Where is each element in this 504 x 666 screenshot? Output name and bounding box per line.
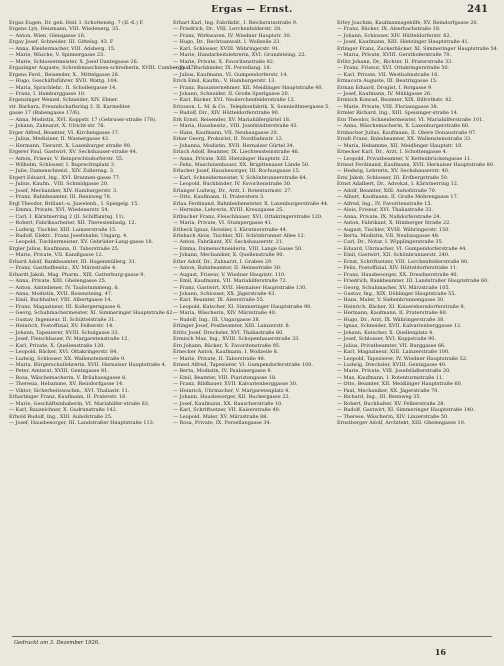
- directory-entry: — Hermann, Tierarzt, X. Laxenburger straße 90.: [9, 142, 132, 149]
- directory-entry: — Anton, Friseur, V. Reinprechtsdorferstr. 55.: [9, 155, 124, 162]
- directory-entry: — Albert, Kaufmann, II. Große Mohrengasse 17.: [337, 194, 459, 201]
- directory-entry: — Rudolf, Gastwirt, XI. Simmeringer Hauptstraße 140.: [337, 407, 475, 414]
- directory-entry: — Hugo, Geschäftsführer, XVII. Wattg. 104.: [9, 78, 119, 85]
- column-1: [9, 20, 196, 632]
- directory-entry: — Hedwig, Lehrerin, XV. Sechshauserstr. 40.: [337, 168, 450, 175]
- directory-entry: — Hugo, Dr., Rechtsanwalt, I. Wollzeile 23.: [173, 39, 281, 46]
- directory-entry: — Anton, Fabrikant, X. Himberger Straße 22.: [337, 220, 451, 227]
- directory-entry: — Heinrich, Postoffizial, XV. Felberstr. 14.: [9, 323, 114, 330]
- directory-entry: — Johann, Schlosser, XX. Jägerstraße 43.: [173, 291, 276, 298]
- directory-entry: — Leopold, Bäcker, XVI. Ottakringerstr. 84.: [9, 349, 118, 356]
- directory-entry: Erlitz Johann, Dr., Richter, II. Praterstraße 33.: [337, 58, 453, 65]
- directory-entry: Ermacora Auguste, III. Beatrixgasse 15.: [337, 78, 438, 85]
- directory-entry: — Friedrich, Bankbeamter, III. Landstraßer Hauptstraße 60.: [337, 278, 489, 285]
- directory-entry: — Rudolf, Elektr., Franz Josefsbahn. Ungarg. 4.: [9, 232, 128, 239]
- directory-entry: — Berta, Modistin, VII. Neubaugasse 48.: [337, 232, 440, 239]
- directory-entry: — August, Tischler, XVIII. Währingerstr. 150.: [337, 226, 450, 233]
- directory-entry: Ermler Richard, Ing., XIII. Speisinger-straße 14.: [337, 110, 459, 117]
- directory-entry: — Josef, Schlosser, XVI. Koppstraße 90.: [337, 336, 437, 343]
- directory-entry: — Hans, Kaufmann, VII. Neubaugasse 20.: [173, 129, 279, 136]
- directory-entry: — Karl, Bäcker, XVI. Neulerchenfelderstraße 12.: [173, 97, 296, 104]
- directory-entry: — Marie, Private, VIII. Josefstädterstraße 20.: [337, 368, 451, 375]
- directory-entry: — Anna, Private, IX. Nußdorferstraße 24.: [337, 213, 442, 220]
- directory-entry: Ernstberger Adolf, Architekt, XIII. Ghelengasse 10.: [337, 420, 466, 427]
- directory-entry: — Gustav, Ingenieur, II. Schüttelstraße 31.: [9, 316, 116, 323]
- directory-entry: — Marie, Schlossermeister, X. Josef Dantegasse 26.: [9, 58, 139, 65]
- signature-number: 16: [434, 647, 446, 657]
- directory-entry: — Josef, Mechaniker, XIV. Hamburgerstr. 3.: [9, 187, 118, 194]
- directory-entry: Ergert Eduard, Ing., XVI. Brunnen-gasse 77.: [9, 174, 121, 181]
- directory-entry: Erlbacher Franz, Fleischhauer, XVI. Ottakringerstraße 120.: [173, 213, 323, 220]
- directory-entry: Erhart Karl, Ing. Fabrikdir., I. Reichsratsstraße 9.: [173, 20, 298, 26]
- directory-entry: Erndt Franz, Bahnbeamter, XX. Wallensteinstraße 33.: [337, 136, 472, 143]
- directory-entry: — Heinrich, Bäcker, XI. Kaiserebersdorferstraße 8.: [337, 303, 466, 310]
- directory-entry: — Heinrich, Uhrmacher, V. Margaretenplatz 4.: [173, 387, 290, 394]
- directory-entry: Erhold Rudolf, Ing., XIII. Auhofstraße 25.: [9, 413, 113, 420]
- directory-entry: Erley Joachim, Kaufmannsgehilfe, XV. Reindorfgasse 20.: [337, 20, 479, 26]
- directory-entry: Ermisch Konrad, Beamter, XIX. Billrothstr. 42.: [337, 97, 453, 104]
- directory-entry: — Karl, Schriftsetzer, VII. Kaiserstraße 40.: [173, 407, 281, 414]
- directory-entry: — Emil, Buchhalter, VIII. Albertgasse 14.: [9, 297, 113, 304]
- directory-entry: Ergas Eugen, Dr. geb. Heil. I. Schottenstg. 7 (II.-6.) F.: [9, 20, 144, 26]
- directory-entry: Erich Emil, Kaufm., V. Hamburgerstr. 13.: [173, 78, 276, 85]
- directory-entry: — Georg, Schuhmachermeister, XI. Simmeringer Hauptstraße 62.: [9, 310, 175, 317]
- directory-entry: — Wilhelm, Schlosser, I. Ruprechtsplatz 3.: [9, 161, 116, 168]
- directory-entry: — Felix, Postoffizial, XIV. Hütteldorferstraße 11.: [337, 265, 458, 272]
- directory-entry: — Maria, Sprachlehr., II. Schollergasse 14.: [9, 84, 117, 91]
- directory-entry: — Karl, Magazineur, XIII. Lainzerstraße 100.: [337, 349, 450, 356]
- directory-entry: — Franz, Bäcker, IX. Alserbachstraße 18.: [337, 26, 441, 33]
- directory-entry: Erlitz Josef, Drechsler, XVI. Thaliastraße 60.: [173, 329, 284, 336]
- directory-entry: — Leopold, Privatbeamter, V. Kettenbrückengasse 11.: [337, 155, 472, 162]
- directory-entry: — Karl, Beamter, IX. Alserstraße 55.: [173, 297, 265, 304]
- directory-entry: Erhartinger Franz, Kaufmann, II. Praterstr. 18.: [9, 394, 127, 401]
- directory-entry: Ergens Lyn, Heizmann, VIII. Wiedenerg. 35.: [9, 26, 120, 33]
- directory-entry: — Johann, Zahnarzt, X. Ulricht-str. 76.: [9, 123, 106, 130]
- directory-entry: — Maria, Bürgerschullehrerin, XVII. Hernalser Hauptstraße 4.: [9, 362, 167, 369]
- directory-entry: — August, Friseur, V. Wiedner Hauptstr. 110.: [173, 271, 286, 278]
- directory-entry: Ergazinger Auguste, Schreibmaschinen-schreiberin, XVIII. Cumbergg. 37.: [9, 65, 196, 72]
- directory-entry: — Karl, Private, X. Quellenstraße 120.: [9, 342, 105, 349]
- directory-entry: Erlebach Alois, Tischler, XII. Schönbrunner Allee 12.: [173, 232, 306, 239]
- directory-entry: — Franz, Bauunternehmer, XII. Meidlinger Hauptstraße 40.: [173, 84, 324, 91]
- directory-entry: Erman Eduard, Drogist, I. Rotgasse 9.: [337, 84, 433, 91]
- directory-entry: — Johann, Hausbesorger, XII. Ruckergasse 22.: [173, 394, 291, 401]
- directory-entry: — Viktor, Sicherheitswachm., XVI. Thaliastr. 11.: [9, 387, 130, 394]
- directory-entry: — Hans, Maler, V. Siebenbrunnengasse 30.: [337, 297, 445, 304]
- running-head: [0, 5, 504, 19]
- directory-entry: Ergens Ferd., Reisender, X., Mittelgasse 28.: [9, 71, 120, 78]
- directory-entry: — Johann, Schlosser, XIV. Hütteldorferstr. 62.: [337, 32, 452, 39]
- print-imprint: Gedruckt am 3. Dezember 1926.: [14, 640, 100, 646]
- directory-entry: Erlach Adolf, Beamter, IX. Liechtensteinstraße 46.: [173, 149, 300, 156]
- directory-entry: — Marie, Handarbeitslehrerin, XVI. Grundsteing. 22.: [173, 52, 307, 59]
- directory-entry: — Alois, Friseur, XVI. Thaliastraße 33.: [337, 207, 433, 214]
- directory-entry: Ericsson, L. M. & Co., Telephonfabrik, X. Sonnleithnergasse 5.: [173, 103, 330, 110]
- directory-entry: — Marie, Geschäftsinhaberin, VI. Mariahilfer-straße 83.: [9, 400, 150, 407]
- directory-entry: — Johann, Schneider, II. Große Sperlgasse 20.: [173, 90, 290, 97]
- directory-entry: — Rosa, Wäschemacherin, V. Bräuhausgasse 8.: [9, 374, 127, 381]
- directory-entry: Erler Adolf, Dr., Zahnarzt, I. Graben 29.: [173, 258, 273, 265]
- directory-entry: — Theresia, Hebamme, XV. Reindorfgasse 14.: [9, 381, 124, 388]
- directory-entry: — Rosa, Private, IX. Porzellangasse 34.: [173, 420, 272, 427]
- directory-entry: — Anna, Modistin, XVI. Koppstr. 17 (Gebruser-straße 178).: [9, 116, 157, 123]
- directory-entry: Ergerer Paul, Gastwirt, XV. Sechshauser-straße 44.: [9, 149, 138, 156]
- directory-entry: — Anton, Amtsdiener, IV. Taubstummeng. 6.: [9, 284, 120, 291]
- directory-entry: — Anna, Private, XIII. Hietzinger Hauptstr. 22.: [173, 155, 291, 162]
- directory-entry: — Anna, Modistin, XVII. Rosensteing. 47.: [9, 291, 113, 298]
- column-3: [337, 20, 497, 632]
- directory-entry: Erlau Ferdinand, Bahnbediensteter, X. Laxenburgerstraße 44.: [173, 200, 329, 207]
- directory-entry: — Robert, Fabriksarbeiter, XII. Theresienbadg. 12.: [9, 220, 137, 227]
- directory-entry: — Therese, Wäscherin, XIV. Linzerstraße 50.: [337, 413, 449, 420]
- directory-entry: — Emil, Gastwirt, XII. Schönbrunnerstr. 240.: [337, 252, 450, 259]
- directory-entry: str. Barbara, Freundschaftsring 2. II. Karmeliter.: [9, 103, 132, 110]
- directory-entry: — Carl, I. Kärntnerring 2 (II. Schiffamtsg. 11).: [9, 213, 126, 220]
- directory-entry: Ernecker Anton, Kaufmann, I. Wollzeile 8.: [173, 349, 279, 356]
- directory-entry: — Franz, Friseur, XVI. Ottakringerstraße 50.: [337, 65, 450, 72]
- directory-entry: — Otto, Beamter, XII. Meidlinger Hauptstraße 60.: [337, 381, 463, 388]
- directory-entry: — Anton, Wien, Gleisgasse 16.: [9, 32, 86, 39]
- directory-entry: — Emma, Damenschneiderin, VIII. Lange Gasse 50.: [173, 245, 303, 252]
- directory-entry: — Anna, Wäschemacherin, X. Laxenburgerstraße 60.: [337, 123, 470, 130]
- directory-entry: Erhard Adolf, Bankbeamter, III. Hagenmüllerg. 31.: [9, 258, 137, 265]
- directory-entry: — Rudolf, Dir., XIV. Hütteldorferstraße 90.: [173, 110, 280, 117]
- directory-entry: — Otto, Kaufmann, II. Praterstern 3.: [173, 194, 265, 201]
- footer-rule: [12, 636, 492, 637]
- directory-entry: Erk Ernst, Reisender, XV. Mariahilfergürtel 18.: [173, 116, 291, 123]
- directory-entry: — Ludwig, Drechsler, XVIII. Gentzgasse 40.: [337, 362, 447, 369]
- directory-entry: — Johann, Mechaniker, X. Quellenstraße 90.: [173, 252, 285, 259]
- directory-entry: Ernest Alfred, Tapezierer, VI. Gumpendorferstraße 100.: [173, 362, 313, 369]
- directory-entry: — Ludwig, Tischler, XIII. Lainzerstraße 15.: [9, 226, 117, 233]
- directory-entry: — Karl, Schneidermeister, V. Schönbrunnerstraße 64.: [173, 174, 308, 181]
- directory-entry: Ergler Julius, Kaufmann, II. Taborstraße 25.: [9, 245, 120, 252]
- directory-entry: — Leopold, Maler, XV. Märzstraße 88.: [173, 413, 268, 420]
- column-2: [173, 20, 333, 632]
- directory-entry: — Eduard, Uhrmacher, VI. Gumpendorferstraße 44.: [337, 245, 467, 252]
- directory-entry: — Friedrich, Dr., VIII. Lerchenfelderstr. 28.: [173, 26, 282, 33]
- directory-entry: — Maria, Hebamme, XII. Meidlinger Hauptstr. 18.: [337, 142, 463, 149]
- directory-entry: Ernbacher Julius, Kaufmann, II. Obere Donaustraße 97.: [337, 129, 477, 136]
- directory-entry: — Franz, Wirkwaren, IV. Wiedner Hauptstr. 30.: [173, 32, 292, 39]
- directory-entry: — Franz, Bahnbeamter, III. Rennweg 78.: [9, 194, 112, 201]
- directory-entry: — Georg, Schuhmacher, XV. Märzstraße 105.: [337, 284, 451, 291]
- directory-entry: — Marie, Wäsche, V. Spinnergasse 23.: [9, 52, 105, 59]
- directory-entry: — Hermann, Kaufmann, II. Praterstraße 60.: [337, 310, 448, 317]
- directory-entry: Erlacher Josef, Hausbesorger, III. Rochusgasse 15.: [173, 168, 301, 175]
- directory-entry: — Johann, Kutscher, X. Quellenplatz 4.: [337, 329, 434, 336]
- directory-entry: — Leopold, Tapezierer, IV. Wiedner Hauptstraße 52.: [337, 355, 468, 362]
- directory-entry: — Julius, Mediziner, II. Wasnergasse 42.: [9, 136, 110, 143]
- directory-entry: — Karl, Private, VII. Westbahnstraße 16.: [337, 71, 439, 78]
- directory-entry: — Marie, Private, X. Favoritenstraße 82.: [173, 58, 275, 65]
- directory-entry: Erlinger Franz, Zuckerbäcker, XI. Simmeringer Hauptstraße 54.: [337, 45, 499, 52]
- directory-entry: — Maria, Wäscherin, XIV. Märzstraße 40.: [173, 310, 277, 317]
- directory-entry: — Julius, Privatbeamter, VII. Burggasse 66.: [337, 342, 446, 349]
- directory-entry: — Marie, Private, II. Taborstraße 48.: [173, 355, 266, 362]
- directory-entry: — Adolf, Beamter, XIII. Auhofstraße 70.: [337, 187, 437, 194]
- directory-entry: — Gustav, Ing., XIX. Döblinger Hauptstraße 55.: [337, 291, 457, 298]
- page-title: Ergas — Ernst.: [211, 5, 293, 15]
- directory-entry: — Franz, Hausbesorger, XX. Dresdnerstraße 40.: [337, 271, 459, 278]
- directory-entry: — Franz, Gasthofbesitz., XV. Märzstraße 4.: [9, 265, 117, 272]
- directory-entry: — Josef, Kaufmann, XX. Rauscherstraße 10.: [173, 400, 283, 407]
- directory-entry: Erger Alfred, Beamter, VI. Kirchengasse 17.: [9, 129, 120, 136]
- directory-entry: — Josef, Hausbesorger, III. Landstraßer Hauptstraße 113.: [9, 420, 155, 427]
- directory-entry: — Marie, Private, VIII. Florianigasse 38.: [337, 103, 439, 110]
- directory-entry: — Franz, Bildhauer, XVII. Kalvarienberggasse 30.: [173, 381, 298, 388]
- directory-entry: — Carl, Dr., Notar, I. Wipplingerstraße 35.: [337, 239, 444, 246]
- directory-entry: — Paul, Mechaniker, XX. Jägerstraße 70.: [337, 387, 439, 394]
- directory-entry: — Emil, Beamter, VIII. Piaristengasse 18.: [173, 374, 277, 381]
- directory-entry: Ergl Theodor, Brillant.-u. Juwelenh., I. Spiegelg. 15.: [9, 200, 139, 207]
- directory-entry: — Franz, I. Hamburggasse 10.: [9, 90, 86, 97]
- directory-entry: — Leopold, Tischlermeister, XV. Gebrüder-Lang-gasse 18.: [9, 239, 154, 246]
- page-number: 241: [467, 4, 488, 15]
- directory-entry: — Rudolf, Ing., III. Ungargasse 38.: [173, 316, 261, 323]
- directory-entry: — Paul, Buchbinder, IX. Porzellang. 18.: [173, 65, 272, 72]
- directory-entry: — Josef, Kaufmann, IV. Mühlgasse 26.: [337, 90, 432, 97]
- directory-entry: — Franz, Magazineur, III. Kollergerngasse 8.: [9, 303, 122, 310]
- directory-entry: — Berta, Modistin, IV. Paulanergasse 9.: [173, 368, 273, 375]
- directory-entry: — Emma, Private, XVI. Wiedenerstr. 54.: [9, 207, 110, 214]
- directory-entry: — Emil, Kaufmann, VII. Mariahilferstraße 72.: [173, 278, 288, 285]
- directory-columns: [9, 20, 497, 632]
- directory-entry: — Julius, Kaufm., VIII. Schmidgasse 20.: [9, 181, 109, 188]
- directory-entry: Ernst Adalbert, Dr., Advokat, I. Kärntnerring 12.: [337, 181, 459, 188]
- directory-entry: — Max, Kaufmann, I. Rotenturmstraße 11.: [337, 374, 444, 381]
- directory-entry: — Johanna, Modistin, XVII. Hernalser Gürtel 34.: [173, 142, 295, 149]
- directory-entry: — Ignaz, Schneider, XVII. Kalvarienberggasse 12.: [337, 323, 462, 330]
- directory-entry: — Johann, Tapezierer, XVIII. Schulgasse 33.: [9, 329, 120, 336]
- directory-entry: — Leopold, Kutscher, XI. Simmeringer Hauptstraße 90.: [173, 303, 312, 310]
- directory-entry: — Franz, Gastwirt, XVII. Hernalser Hauptstraße 130.: [173, 284, 307, 291]
- directory-entry: — Josef, Kaufmann, XIII. Hietzinger Hauptstraße 41.: [337, 39, 470, 46]
- directory-entry: Ernest Ferdinand, Kaufmann, XVII. Hernalser Hauptstraße 80.: [337, 161, 495, 168]
- directory-entry: — Ernst, Schriftsetzer, VIII. Lerchenfelderstraße 80.: [337, 258, 469, 265]
- directory-entry: — Maria, Private, VI. Stumpergasse 41.: [173, 220, 273, 227]
- directory-entry: gasse 17 (Babengasse 17/6).: [9, 110, 81, 117]
- directory-entry: — Ludwig, Schlosser, XX. Wallensteinstraße 9.: [9, 355, 126, 362]
- directory-entry: — Karl, Bauzeichner, X. Gudrunstraße 142.: [9, 407, 118, 414]
- directory-entry: Ern Theodor, Schneidermeister, VI. Mariahilferstraße 101.: [337, 116, 484, 123]
- directory-entry: Erlanger Ludwig, Dr., Arzt, I. Rotenturmstr. 27.: [173, 187, 292, 194]
- directory-entry: Erker Georg, Prokurist, II. Nordbahnstr. 12.: [173, 136, 284, 143]
- directory-entry: Erhardt Jakob, Mag. Pharm., XIX. Gatterburg-gasse 9.: [9, 271, 146, 278]
- directory-entry: — Hugo, Dr., Arzt, IX. Währingerstraße 38.: [337, 316, 445, 323]
- directory-entry: — Leopold, Buchbinder, IV. Favoritenstraße 30.: [173, 181, 292, 188]
- directory-entry: — Anna, Private, XIII. Ghelengasse 25.: [9, 278, 107, 285]
- directory-entry: — Maria, Hausbesitz., VIII. Josefstädterstraße 43.: [173, 123, 299, 130]
- directory-entry: — Anton, Fabrikant, XV. Sechshauserstr. 21.: [173, 239, 284, 246]
- directory-entry: — Alfred, Ing., IV. Favoritenstraße 15.: [337, 200, 433, 207]
- directory-entry: Ernecker Karl, Dr., Arzt, I. Schottengasse 4.: [337, 149, 448, 156]
- directory-entry: Ermisch Max, Ing., XVIII. Schopenhauerstraße 33.: [173, 336, 300, 343]
- directory-entry: — Peter, Amtsrat, XVIII. Gentzgasse 81.: [9, 368, 109, 375]
- directory-entry: — Anna, Kleidermacher, VIII. Adsberg. 15.: [9, 45, 116, 52]
- directory-entry: — Anton, Bahnbeamter, II. Heinestraße 30.: [173, 265, 282, 272]
- directory-entry: — Julius, Kaufmann, VI. Gumpendorferstr. 14.: [173, 71, 289, 78]
- directory-entry: — Julie, Damenschneid., XIV. Zollernsg. 3.: [9, 168, 115, 175]
- directory-entry: — Robert, Buchhalter, XV. Felberstraße 28.: [337, 400, 446, 407]
- directory-entry: — Hermine, Lehrerin, XVIII. Kreuzgasse 25.: [173, 207, 284, 214]
- directory-entry: Erni Jakob, Schlosser, III. Erdbergstraße 50.: [337, 174, 449, 181]
- directory-entry: Erlbeck Ignaz, Hotelier, I. Kärntnerstraße 44.: [173, 226, 288, 233]
- directory-entry: — Maria, Private, XVIII. Gersthoferstraße 70.: [337, 52, 452, 59]
- directory-entry: — Marie, Private, VII. Kandlgasse 12.: [9, 252, 104, 259]
- directory-entry: — Karl, Schlosser, XVIII. Währingerstr. 91.: [173, 45, 280, 52]
- directory-entry: Erlinger Josef, Postbeamter, XIII. Lainzerstr. 8.: [173, 323, 291, 330]
- directory-entry: — Richard, Ing., III. Rennweg 35.: [337, 394, 422, 401]
- directory-entry: Ern Johann, Bäcker, X. Favoritenstraße 95.: [173, 342, 281, 349]
- directory-entry: Ergenzinger Wenzel, Schneider, XIV. Ebner.: [9, 97, 119, 104]
- directory-entry: Ergay Josef, Schneider, III. Gittelsg. 43. F: [9, 39, 114, 46]
- directory-entry: — Felix, Maschinenbauer, XX. Brigittenauer Lände 50.: [173, 161, 310, 168]
- directory-entry: — Josef, Fleischhauer, IV. Margaretenstraße 12.: [9, 336, 129, 343]
